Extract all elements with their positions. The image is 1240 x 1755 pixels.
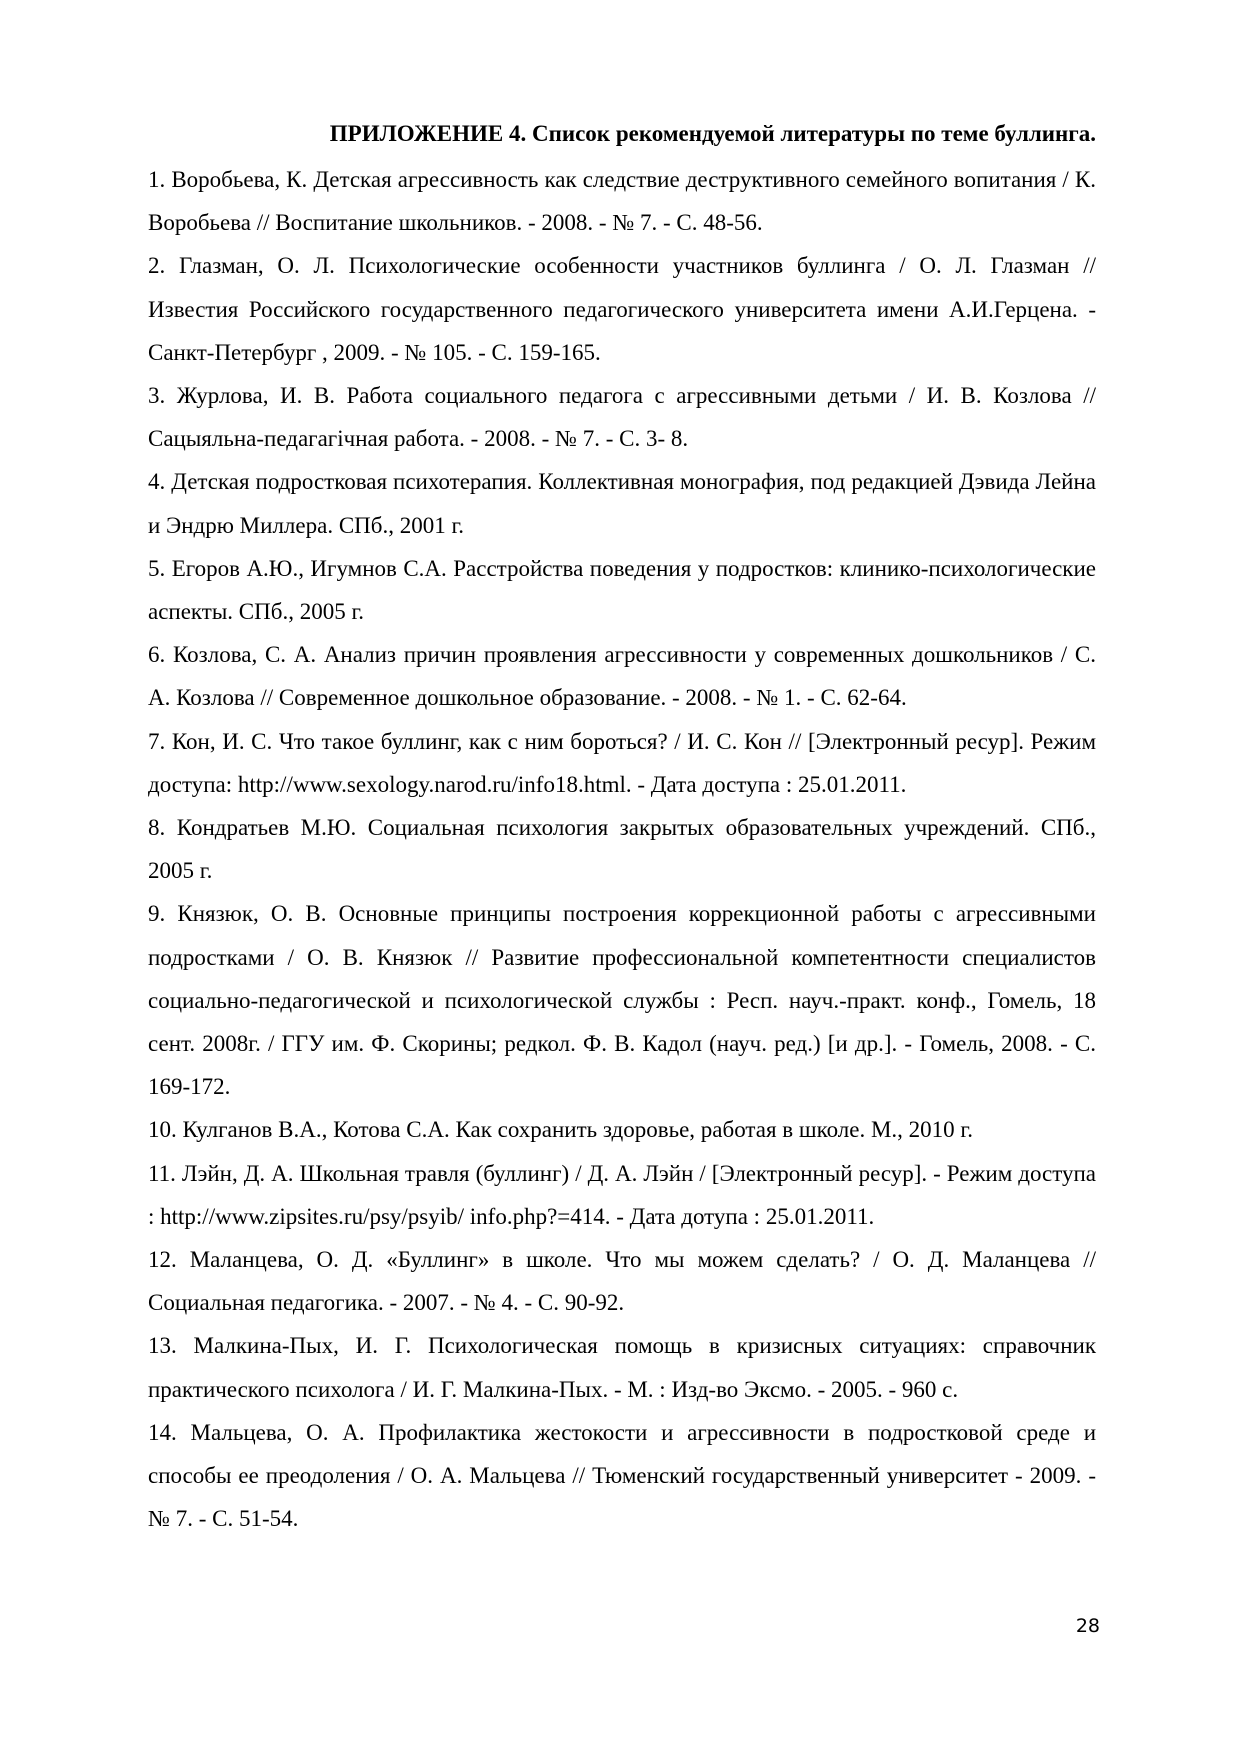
reference-item: 7. Кон, И. С. Что такое буллинг, как с ним бороться? / И. С. Кон // [Электронный ресур]. Режим доступа: http://www.sexology.narod.ru/info18.html. - Дата доступа : 25.01.2011. [148,728,1096,797]
reference-item: 9. Князюк, О. В. Основные принципы построения коррекционной работы с агрессивными подростками / О. В. Князюк // Развитие профессиональной компетентности специалистов социально-педагогической и психологической службы : Респ. науч.-практ. конф., Гомель, 18 сент. 2008г. / ГГУ им. Ф. Скорины; редкол. Ф. В. Кадол (науч. ред.) [и др.]. - Гомель, 2008. - С. 169-172. [148,901,1096,1100]
reference-item: 13. Малкина-Пых, И. Г. Психологическая помощь в кризисных ситуациях: справочник практического психолога / И. Г. Малкина-Пых. - М. : Изд-во Эксмо. - 2005. - 960 с. [148,1333,1096,1402]
reference-item: 14. Мальцева, О. А. Профилактика жестокости и агрессивности в подростковой среде и способы ее преодоления / О. А. Мальцева // Тюменский государственный университет - 2009. - № 7. - С. 51-54. [148,1419,1096,1532]
reference-item: 11. Лэйн, Д. А. Школьная травля (буллинг) / Д. А. Лэйн / [Электронный ресур]. - Режим доступа : http://www.zipsites.ru/psy/psyib/ info.php?=414. - Дата дотупа : 25.01.2011. [148,1160,1096,1229]
reference-item: 1. Воробьева, К. Детская агрессивность как следствие деструктивного семейного вопитания / К. Воробьева // Воспитание школьников. - 2008. - № 7. - С. 48-56. [148,167,1096,236]
reference-item: 5. Егоров А.Ю., Игумнов С.А. Расстройства поведения у подростков: клинико-психологические аспекты. СПб., 2005 г. [148,555,1096,625]
reference-item: 6. Козлова, С. А. Анализ причин проявления агрессивности у современных дошкольников / С. А. Козлова // Современное дошкольное образование. - 2008. - № 1. - С. 62-64. [148,642,1096,711]
appendix-title: ПРИЛОЖЕНИЕ 4. Список рекомендуемой литературы по теме буллинга. [329,121,1096,146]
page-content [148,114,1096,1541]
reference-item: 12. Маланцева, О. Д. «Буллинг» в школе. Что мы можем сделать? / О. Д. Маланцева // Социальная педагогика. - 2007. - № 4. - С. 90-92. [148,1247,1096,1316]
page-number: 28 [1075,1615,1100,1637]
reference-item: 8. Кондратьев М.Ю. Социальная психология закрытых образовательных учреждений. СПб., 2005 г. [148,815,1096,884]
reference-item: 2. Глазман, О. Л. Психологические особенности участников буллинга / О. Л. Глазман // Известия Российского государственного педагогического университета имени А.И.Герцена. - Санкт-Петербург , 2009. - № 105. - С. 159-165. [148,253,1096,365]
reference-list [148,158,1096,1541]
reference-item: 3. Журлова, И. В. Работа социального педагога с агрессивными детьми / И. В. Козлова // Сацыяльна-педагагічная работа. - 2008. - № 7. - С. 3- 8. [148,383,1096,452]
reference-item: 10. Кулганов В.А., Котова С.А. Как сохранить здоровье, работая в школе. М., 2010 г. [148,1117,974,1143]
reference-item: 4. Детская подростковая психотерапия. Коллективная монография, под редакцией Дэвида Лейна и Эндрю Миллера. СПб., 2001 г. [148,469,1096,538]
